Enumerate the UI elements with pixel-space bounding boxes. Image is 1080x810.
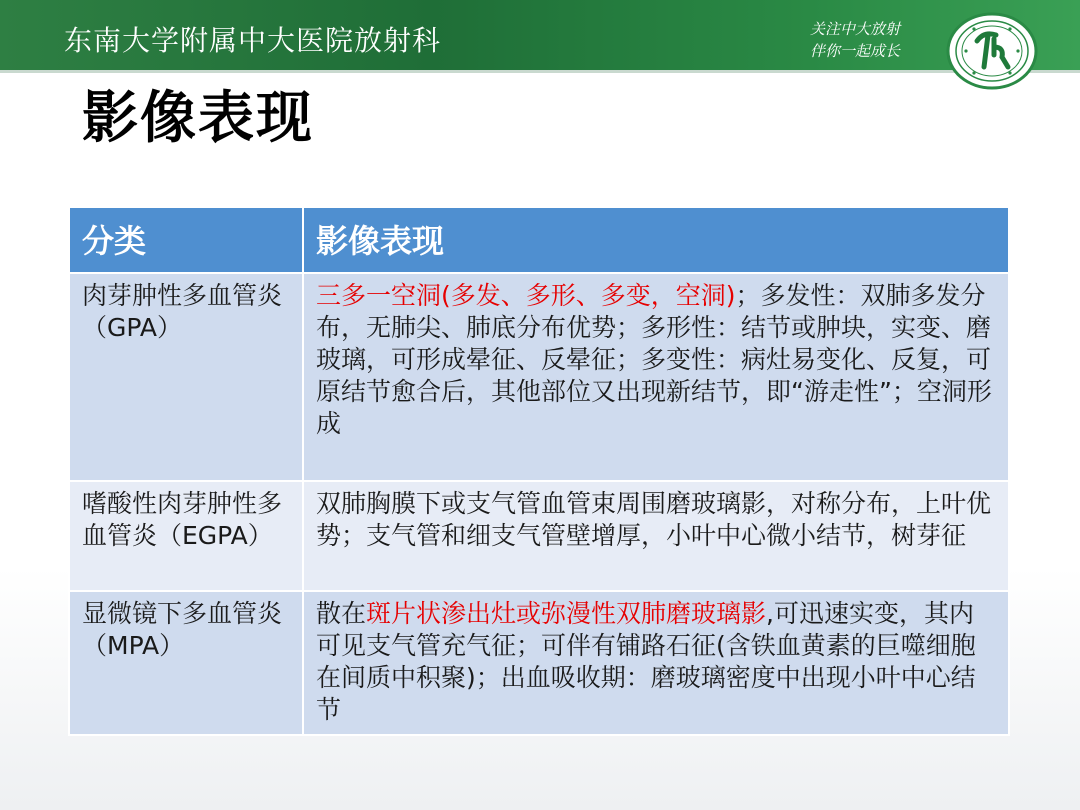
row-description [303,273,1009,481]
table-row-gpa [69,273,1009,481]
description-highlight: 斑片状渗出灶或弥漫性双肺磨玻璃影 [366,599,767,628]
slide-title: 影像表现 [82,86,314,151]
row-description [303,591,1009,735]
row-name: 嗜酸性肉芽肿性多血管炎（EGPA） [69,481,303,591]
imaging-table [68,206,1010,736]
description-text: ,可迅速实变，其内可见支气管充气征；可伴有铺路石征(含铁血黄素的巨噬细胞在间质中积聚)；出血吸收期：磨玻璃密度中出现小叶中心结节 [316,599,976,724]
department-name: 东南大学附属中大医院放射科 [64,24,442,57]
description-text: ；多发性：双肺多发分布，无肺尖、肺底分布优势；多形性：结节或肿块，实变、磨玻璃，可形成晕征、反晕征；多变性：病灶易变化、反复，可原结节愈合后，其他部位又出现新结节，即“游走性”；空洞形成 [316,281,992,438]
table-header-row [69,207,1009,273]
description-highlight: 三多一空洞(多发、多形、多变，空洞) [316,281,736,310]
header-category: 分类 [69,207,303,273]
slogan-line-1: 关注中大放射 [809,20,900,38]
hospital-seal-logo-icon [944,11,1040,91]
header-imaging: 影像表现 [303,207,1009,273]
row-description: 双肺胸膜下或支气管血管束周围磨玻璃影，对称分布，上叶优势；支气管和细支气管壁增厚，小叶中心微小结节，树芽征 [303,481,1009,591]
slogan-line-2: 伴你一起成长 [809,42,900,60]
description-prefix: 散在 [316,599,367,628]
row-name: 显微镜下多血管炎（MPA） [69,591,303,735]
row-name: 肉芽肿性多血管炎（GPA） [69,273,303,481]
table-row-egpa [69,481,1009,591]
header-banner [0,0,1080,70]
slogan [790,18,900,62]
header-divider [0,70,1080,73]
table-row-mpa [69,591,1009,735]
